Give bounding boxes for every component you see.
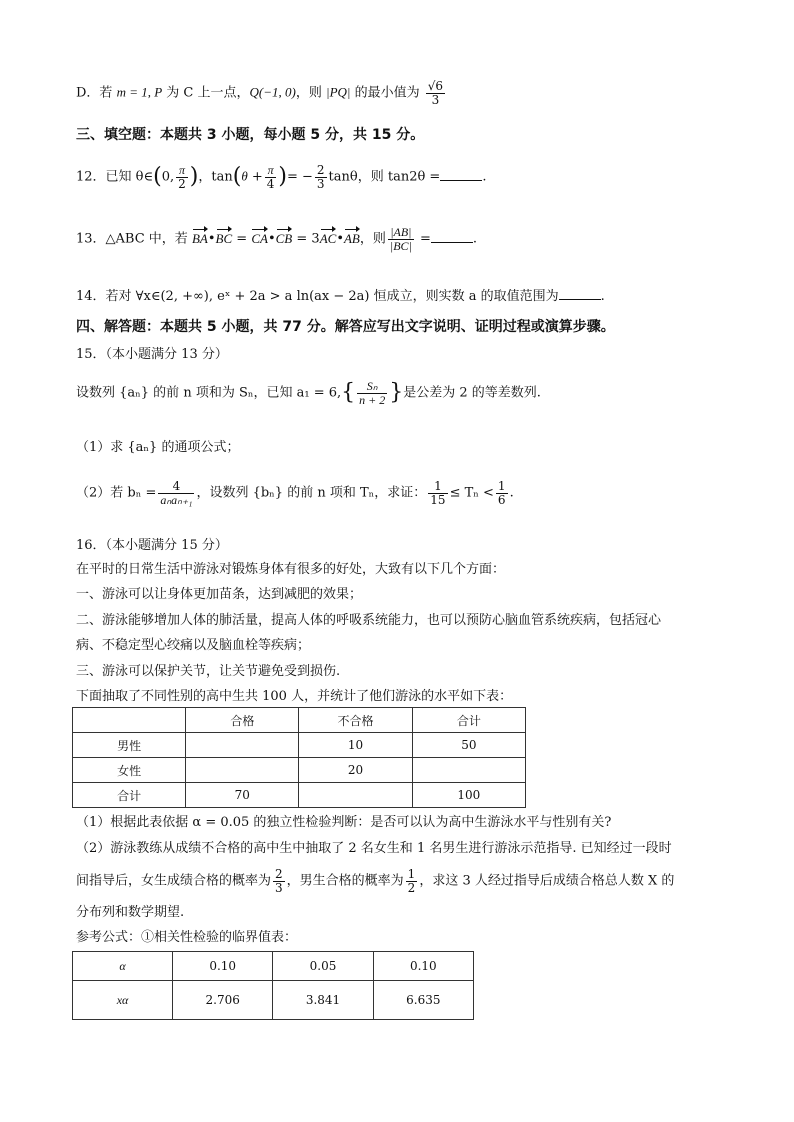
question-16-part-2-line-2: 间指导后，女生成绩合格的概率为 $\frac{2}{3}$ ，男生合格的概率为 $\frac{1}{2}$ ，求这 3 人经过指导后成绩合格总人数 X 的 bbox=[76, 867, 675, 895]
table-row bbox=[73, 733, 526, 758]
table-cell: 70 bbox=[186, 783, 299, 808]
table-cell: 6.635 bbox=[373, 981, 473, 1020]
question-16-line-3: 二、游泳能够增加人体的肺活量，提高人体的呼吸系统能力，也可以预防心脑血管系统疾病，包括冠心 bbox=[76, 613, 662, 628]
table-cell: 合格 bbox=[186, 708, 299, 733]
question-16-part-2-line-1: （2）游泳教练从成绩不合格的高中生中抽取了 2 名女生和 1 名男生进行游泳示范指导. 已知经过一段时 bbox=[76, 841, 672, 856]
question-16-line-6: 下面抽取了不同性别的高中生共 100 人，并统计了他们游泳的水平如下表： bbox=[76, 689, 513, 704]
question-13: 13．△ABC 中，若 BA•BC = CA•CB = 3AC•AB，则 $\frac{|AB|}{|BC|}$ = . bbox=[76, 225, 477, 253]
question-15-header: 15．（本小题满分 13 分） bbox=[76, 347, 228, 362]
table-cell: 3.841 bbox=[273, 981, 373, 1020]
table-cell: 合计 bbox=[412, 708, 525, 733]
table-cell: 女性 bbox=[73, 758, 186, 783]
question-16-line-4: 病、不稳定型心绞痛以及脑血栓等疾病； bbox=[76, 638, 311, 653]
table-cell: 2.706 bbox=[173, 981, 273, 1020]
table-header-row bbox=[73, 708, 526, 733]
reference-formula: 参考公式：①相关性检验的临界值表： bbox=[76, 930, 298, 945]
table-cell: 0.10 bbox=[173, 952, 273, 981]
section-4-heading: 四、解答题：本题共 5 小题，共 77 分。解答应写出文字说明、证明过程或演算步骤。 bbox=[76, 319, 615, 335]
table-row bbox=[73, 981, 474, 1020]
table-row bbox=[73, 783, 526, 808]
question-16-line-5: 三、游泳可以保护关节，让关节避免受到损伤. bbox=[76, 664, 341, 679]
table-cell bbox=[73, 708, 186, 733]
table-cell: α bbox=[73, 952, 173, 981]
question-15-part-2: （2）若 bₙ = $\frac{4}{\text{aₙaₙ₊₁}}$ ，设数列 {bₙ} 的前 n 项和 Tₙ，求证： $\frac{1}{15}$ ≤ Tₙ < $\frac{1}{6}$ . bbox=[76, 479, 514, 507]
table-cell bbox=[412, 758, 525, 783]
answer-blank-12[interactable] bbox=[440, 168, 482, 181]
table-cell: 100 bbox=[412, 783, 525, 808]
option-d-fraction: $\frac{√6}{3}$ bbox=[427, 79, 444, 107]
question-15-part-1: （1）求 {aₙ} 的通项公式； bbox=[76, 440, 240, 455]
question-16-part-1: （1）根据此表依据 α = 0.05 的独立性检验判断：是否可以认为高中生游泳水平与性别有关? bbox=[76, 815, 612, 830]
answer-blank-13[interactable] bbox=[431, 230, 473, 243]
question-16-line-1: 在平时的日常生活中游泳对锻炼身体有很多的好处，大致有以下几个方面： bbox=[76, 562, 506, 577]
question-16-part-2-line-3: 分布列和数学期望. bbox=[76, 905, 185, 920]
table-row bbox=[73, 758, 526, 783]
table-cell: 男性 bbox=[73, 733, 186, 758]
table-cell bbox=[186, 758, 299, 783]
section-3-heading: 三、填空题：本题共 3 小题，每小题 5 分，共 15 分。 bbox=[76, 127, 425, 143]
table-cell: xα bbox=[73, 981, 173, 1020]
question-14: 14．若对 ∀x∈(2, +∞), eˣ + 2a > a ln(ax − 2a) 恒成立，则实数 a 的取值范围为 . bbox=[76, 289, 605, 304]
table-cell: 20 bbox=[299, 758, 412, 783]
table-cell bbox=[299, 783, 412, 808]
option-d: D．若 m = 1, P 为 C 上一点，Q(−1, 0)，则 |PQ| 的最小值为 $\frac{√6}{3}$ bbox=[76, 79, 444, 107]
table-cell: 10 bbox=[299, 733, 412, 758]
table-cell: 不合格 bbox=[299, 708, 412, 733]
table-cell: 50 bbox=[412, 733, 525, 758]
swimming-level-table bbox=[72, 707, 526, 808]
question-16-header: 16．（本小题满分 15 分） bbox=[76, 538, 228, 553]
question-15-stem: 设数列 {aₙ} 的前 n 项和为 Sₙ，已知 a₁ = 6,{ $\frac{\text{Sₙ}}{n + 2}$ }是公差为 2 的等差数列. bbox=[76, 379, 541, 407]
table-cell bbox=[186, 733, 299, 758]
table-cell: 合计 bbox=[73, 783, 186, 808]
answer-blank-14[interactable] bbox=[559, 287, 601, 300]
table-cell: 0.10 bbox=[373, 952, 473, 981]
table-row bbox=[73, 952, 474, 981]
question-12: 12．已知 θ∈(0, $\frac{\pi}{2}$ )，tan(θ + $\frac{\pi}{4}$ )= − $\frac{2}{3}$ tanθ，则 tan2θ = . bbox=[76, 163, 487, 191]
table-cell: 0.05 bbox=[273, 952, 373, 981]
critical-value-table bbox=[72, 951, 474, 1020]
question-16-line-2: 一、游泳可以让身体更加苗条，达到减肥的效果； bbox=[76, 587, 363, 602]
